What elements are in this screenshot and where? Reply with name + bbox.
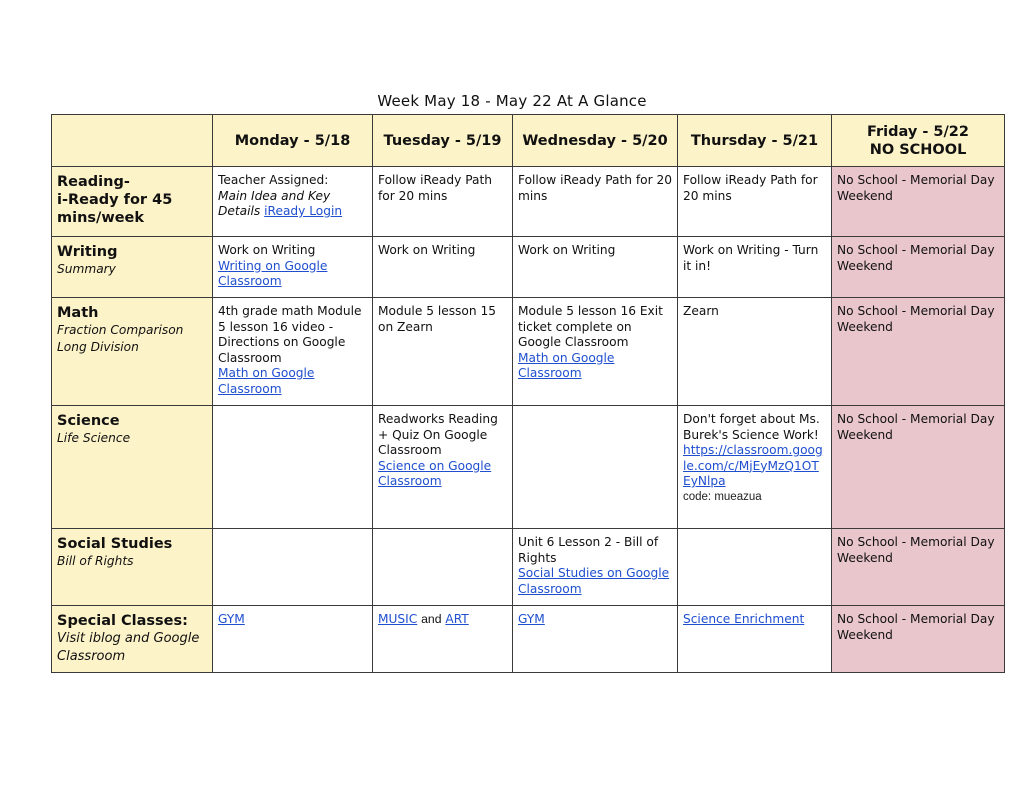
cell-special-monday [213, 606, 373, 673]
writing-classroom-link[interactable]: Writing on Google Classroom [218, 258, 328, 288]
math-classroom-link[interactable]: Math on Google Classroom [218, 366, 315, 396]
subject-name: Writing [57, 244, 118, 260]
cell-text: 4th grade math Module 5 lesson 16 video - Directions on Google Classroom [218, 304, 362, 365]
subject-subtitle: Long Division [57, 340, 139, 354]
social-studies-row [52, 529, 1005, 606]
cell-reading-thursday: Follow iReady Path for 20 mins [678, 167, 832, 237]
cell-text: Don't forget about Ms. Burek's Science Work! [683, 412, 820, 442]
subject-subtitle: Visit iblog and Google Classroom [57, 631, 200, 664]
cell-social-wednesday [513, 529, 678, 606]
classroom-url-link[interactable]: https://classroom.google.com/c/MjEyMzQ1OTEyNlpa [683, 443, 823, 488]
friday-note: NO SCHOOL [869, 141, 967, 158]
cell-writing-thursday: Work on Writing - Turn it in! [678, 237, 832, 298]
cell-social-thursday [678, 529, 832, 606]
cell-writing-tuesday: Work on Writing [373, 237, 513, 298]
corner-cell [52, 115, 213, 167]
class-code: code: mueazua [683, 490, 762, 503]
cell-social-tuesday [373, 529, 513, 606]
cell-text: Teacher Assigned: [218, 173, 329, 187]
day-header-tuesday: Tuesday - 5/19 [373, 115, 513, 167]
cell-text: Unit 6 Lesson 2 - Bill of Rights [518, 535, 659, 565]
cell-math-thursday: Zearn [678, 298, 832, 406]
subject-subtitle: Life Science [57, 431, 131, 445]
cell-text: Work on Writing [218, 243, 316, 257]
cell-special-friday: No School - Memorial Day Weekend [832, 606, 1005, 673]
subject-extra: i-Ready for 45 mins/week [57, 192, 173, 226]
cell-math-monday [213, 298, 373, 406]
cell-text: Module 5 lesson 16 Exit ticket complete on Google Classroom [518, 304, 663, 349]
cell-reading-tuesday: Follow iReady Path for 20 mins [373, 167, 513, 237]
cell-math-tuesday: Module 5 lesson 15 on Zearn [373, 298, 513, 406]
cell-social-friday: No School - Memorial Day Weekend [832, 529, 1005, 606]
science-row [52, 406, 1005, 529]
subject-cell-special-classes [52, 606, 213, 673]
cell-math-friday: No School - Memorial Day Weekend [832, 298, 1005, 406]
cell-science-wednesday [513, 406, 678, 529]
cell-text: Readworks Reading + Quiz On Google Classroom [378, 412, 498, 457]
reading-row [52, 167, 1005, 237]
subject-cell-social-studies [52, 529, 213, 606]
subject-name: Social Studies [57, 536, 173, 552]
cell-science-thursday [678, 406, 832, 529]
cell-social-monday [213, 529, 373, 606]
subject-subtitle: Fraction Comparison [57, 323, 184, 337]
subject-subtitle: Summary [57, 262, 116, 276]
cell-writing-friday: No School - Memorial Day Weekend [832, 237, 1005, 298]
day-header-wednesday: Wednesday - 5/20 [513, 115, 678, 167]
cell-reading-monday [213, 167, 373, 237]
music-link[interactable]: MUSIC [378, 612, 418, 626]
cell-italic-text: Main Idea and Key Details [218, 188, 331, 218]
subject-name: Math [57, 305, 99, 321]
social-studies-classroom-link[interactable]: Social Studies on Google Classroom [518, 566, 670, 596]
subject-name: Reading- [57, 174, 130, 190]
science-enrichment-link[interactable]: Science Enrichment [683, 612, 805, 626]
page-title: Week May 18 - May 22 At A Glance [377, 92, 647, 110]
subject-name: Science [57, 413, 120, 429]
cell-reading-friday: No School - Memorial Day Weekend [832, 167, 1005, 237]
special-classes-row [52, 606, 1005, 673]
subject-cell-reading [52, 167, 213, 237]
cell-writing-monday [213, 237, 373, 298]
math-row [52, 298, 1005, 406]
cell-science-friday: No School - Memorial Day Weekend [832, 406, 1005, 529]
schedule-table [51, 114, 1005, 673]
day-header-thursday: Thursday - 5/21 [678, 115, 832, 167]
and-text: and [421, 612, 442, 626]
cell-special-wednesday [513, 606, 678, 673]
gym-link[interactable]: GYM [218, 612, 245, 626]
science-classroom-link[interactable]: Science on Google Classroom [378, 458, 492, 488]
cell-science-monday [213, 406, 373, 529]
gym-link[interactable]: GYM [518, 612, 545, 626]
math-classroom-link[interactable]: Math on Google Classroom [518, 350, 615, 380]
cell-math-wednesday [513, 298, 678, 406]
cell-special-tuesday [373, 606, 513, 673]
subject-name: Special Classes: [57, 613, 188, 629]
header-row [52, 115, 1005, 167]
iready-login-link[interactable]: iReady Login [264, 204, 343, 218]
cell-reading-wednesday: Follow iReady Path for 20 mins [513, 167, 678, 237]
subject-cell-math [52, 298, 213, 406]
writing-row [52, 237, 1005, 298]
friday-date: Friday - 5/22 [867, 123, 969, 140]
subject-cell-science [52, 406, 213, 529]
subject-cell-writing [52, 237, 213, 298]
subject-subtitle: Bill of Rights [57, 554, 134, 568]
day-header-monday: Monday - 5/18 [213, 115, 373, 167]
art-link[interactable]: ART [445, 612, 469, 626]
cell-writing-wednesday: Work on Writing [513, 237, 678, 298]
day-header-friday [832, 115, 1005, 167]
cell-special-thursday [678, 606, 832, 673]
cell-science-tuesday [373, 406, 513, 529]
